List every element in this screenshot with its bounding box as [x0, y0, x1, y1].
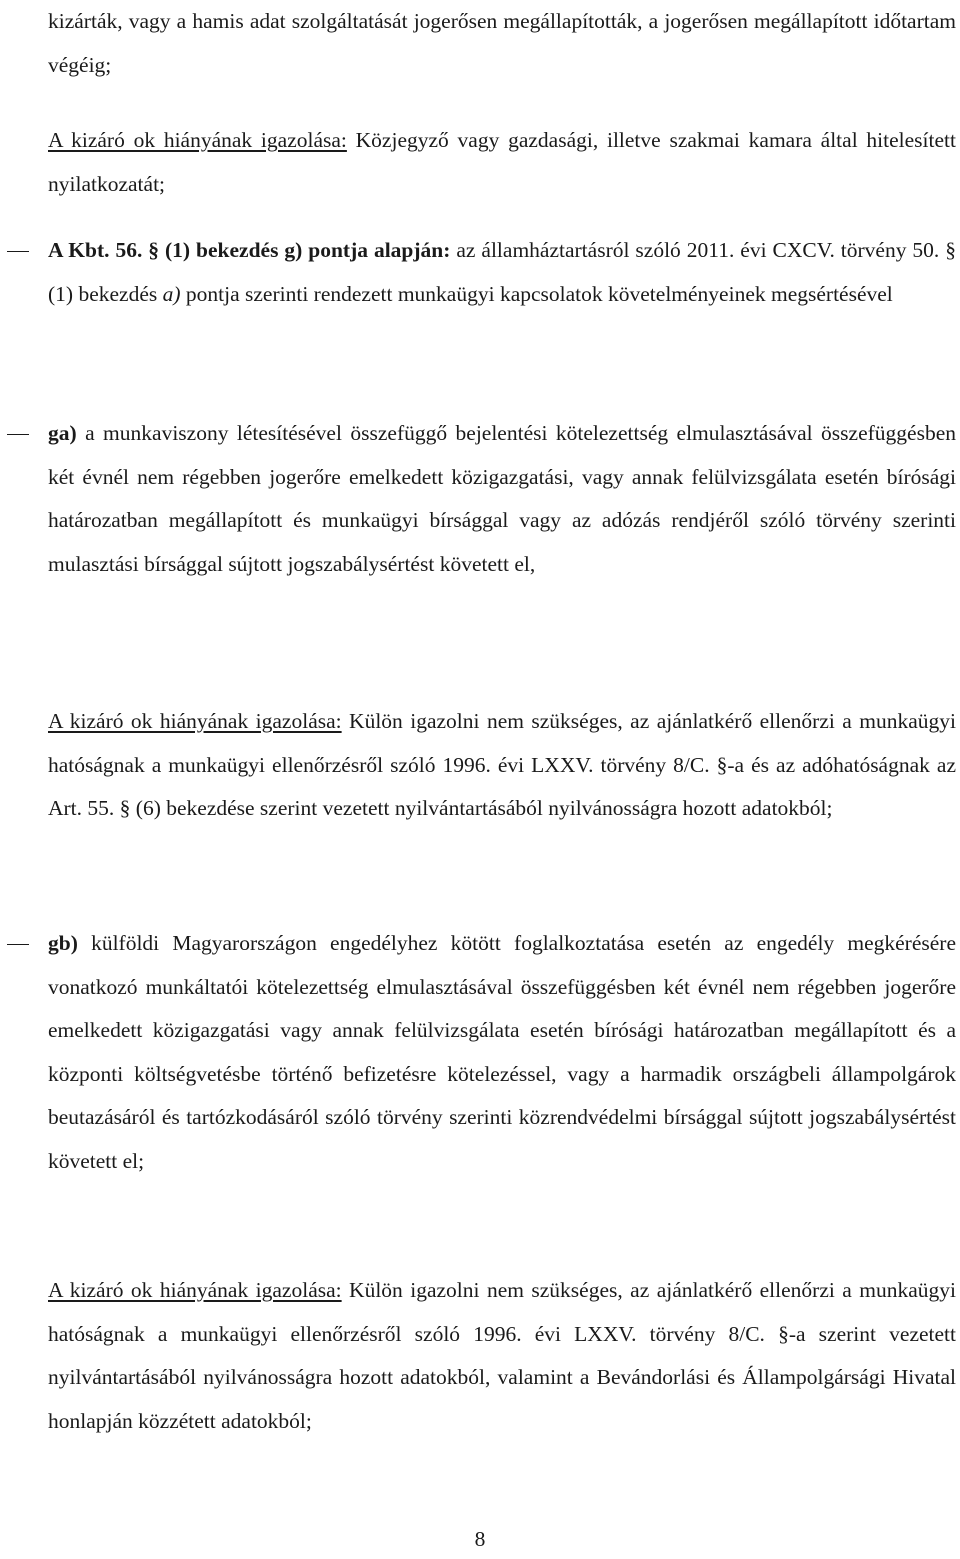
- list-dash-ga: [7, 434, 29, 435]
- list-item-g: A Kbt. 56. § (1) bekezdés g) pontja alapján: az államháztartásról szóló 2011. évi CXCV. törvény 50. § (1) bekezdés a) pontja szerinti rendezett munkaügyi kapcsolatok követelményeinek megsértésével: [48, 238, 957, 306]
- paragraph-proof-notary: A kizáró ok hiányának igazolása: Közjegyző vagy gazdasági, illetve szakmai kamara által hitelesített nyilatkozatát;: [48, 128, 956, 196]
- item-gb-label: gb): [48, 931, 78, 955]
- item-g-heading: A Kbt. 56. § (1) bekezdés g) pontja alapján:: [48, 238, 451, 262]
- page-number: 8: [474, 1527, 486, 1551]
- list-dash-gb: [7, 944, 29, 945]
- paragraph-proof-ga: A kizáró ok hiányának igazolása: Külön igazolni nem szükséges, az ajánlatkérő ellenőrzi a munkaügyi hatóságnak a munkaügyi ellenőrzésről szóló 1996. évi LXXV. törvény 8/C. §-a és az adóhatóságnak az Art. 55. § (6) bekezdése szerint vezetett nyilvántartásából nyilvánosságra hozott adatokból;: [48, 709, 957, 820]
- list-dash-g: [7, 251, 29, 252]
- proof-label: A kizáró ok hiányának igazolása:: [48, 1278, 342, 1302]
- item-ga-label: ga): [48, 421, 77, 445]
- list-item-gb: gb) külföldi Magyarországon engedélyhez kötött foglalkoztatása esetén az engedély megkérésére vonatkozó munkáltatói kötelezettség elmulasztásával összefüggésben két évnél nem régebben jogerőre emelkedett közigazgatási vagy annak felülvizsgálata esetén bírósági határozatban megállapított és a központi költségvetésbe történő befizetésre kötelezéssel, vagy a harmadik országbeli állampolgárok beutazásáról és tartózkodásáról szóló törvény szerinti közrendvédelmi bírsággal sújtott jogszabálysértést követett el;: [48, 931, 956, 1173]
- proof-label: A kizáró ok hiányának igazolása:: [48, 709, 342, 733]
- proof-label: A kizáró ok hiányának igazolása:: [48, 128, 347, 152]
- paragraph-proof-gb: A kizáró ok hiányának igazolása: Külön igazolni nem szükséges, az ajánlatkérő ellenőrzi a munkaügyi hatóságnak a munkaügyi ellenőrzésről szóló 1996. évi LXXV. törvény 8/C. §-a szerint vezetett nyilvántartásából nyilvánosságra hozott adatokból, valamint a Bevándorlási és Állampolgársági Hivatal honlapján közzétett adatokból;: [48, 1278, 957, 1433]
- list-item-ga: ga) a munkaviszony létesítésével összefüggő bejelentési kötelezettség elmulasztásával összefüggésben két évnél nem régebben jogerőre emelkedett közigazgatási, vagy annak felülvizsgálata esetén bírósági határozatban megállapított és munkaügyi bírsággal vagy az adózás rendjéről szóló törvény szerinti mulasztási bírsággal sújtott jogszabálysértést követett el,: [48, 421, 956, 576]
- paragraph-exclusion-end: kizárták, vagy a hamis adat szolgáltatását jogerősen megállapították, a jogerősen megállapított időtartam végéig;: [48, 9, 956, 77]
